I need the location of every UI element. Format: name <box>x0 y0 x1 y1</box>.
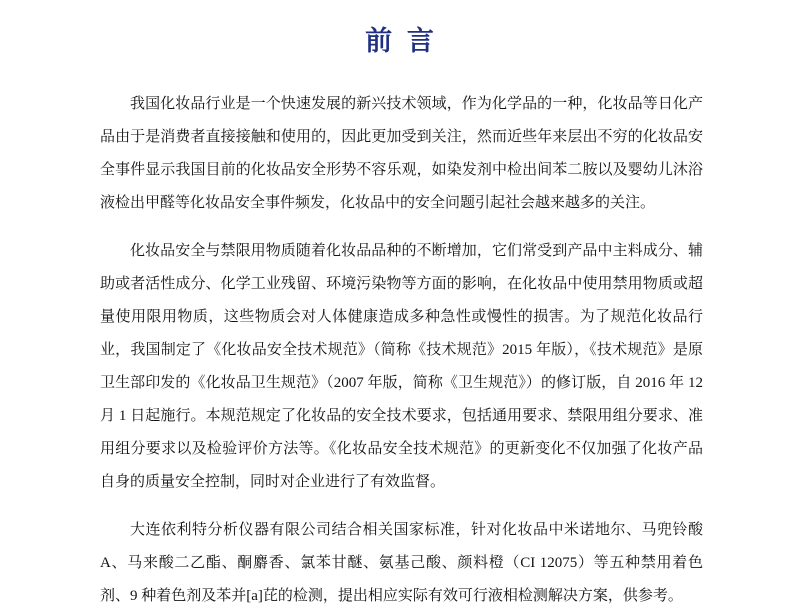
page-title: 前 言 <box>365 26 438 56</box>
document-body <box>100 88 703 610</box>
paragraph-regulation: 化妆品安全与禁限用物质随着化妆品品种的不断增加，它们常受到产品中主料成分、辅助或者活性成分、化学工业残留、环境污染物等方面的影响，在化妆品中使用禁用物质或超量使用限用物质，这些物质会对人体健康造成多种急性或慢性的损害。为了规范化妆品行业，我国制定了《化妆品安全技术规范》（简称《技术规范》2015 年版），《技术规范》是原卫生部印发的《化妆品卫生规范》（2007 年版，简称《卫生规范》）的修订版，自 2016 年 12 月 1 日起施行。本规范规定了化妆品的安全技术要求，包括通用要求、禁限用组分要求、准用组分要求以及检验评价方法等。《化妆品安全技术规范》的更新变化不仅加强了化妆产品自身的质量安全控制，同时对企业进行了有效监督。 <box>100 243 703 490</box>
paragraph-intro: 我国化妆品行业是一个快速发展的新兴技术领域，作为化学品的一种，化妆品等日化产品由于是消费者直接接触和使用的，因此更加受到关注，然而近些年来层出不穷的化妆品安全事件显示我国目前的化妆品安全形势不容乐观，如染发剂中检出间苯二胺以及婴幼儿沐浴液检出甲醛等化妆品安全事件频发，化妆品中的安全问题引起社会越来越多的关注。 <box>100 96 703 211</box>
paragraph-company-solution: 大连依利特分析仪器有限公司结合相关国家标准，针对化妆品中米诺地尔、马兜铃酸 A、马来酸二乙酯、酮麝香、氯苯甘醚、氨基己酸、颜料橙（CI 12075）等五种禁用着色剂、9 种着色剂及苯并[a]芘的检测，提出相应实际有效可行液相检测解决方案，供参考。 <box>100 522 703 604</box>
